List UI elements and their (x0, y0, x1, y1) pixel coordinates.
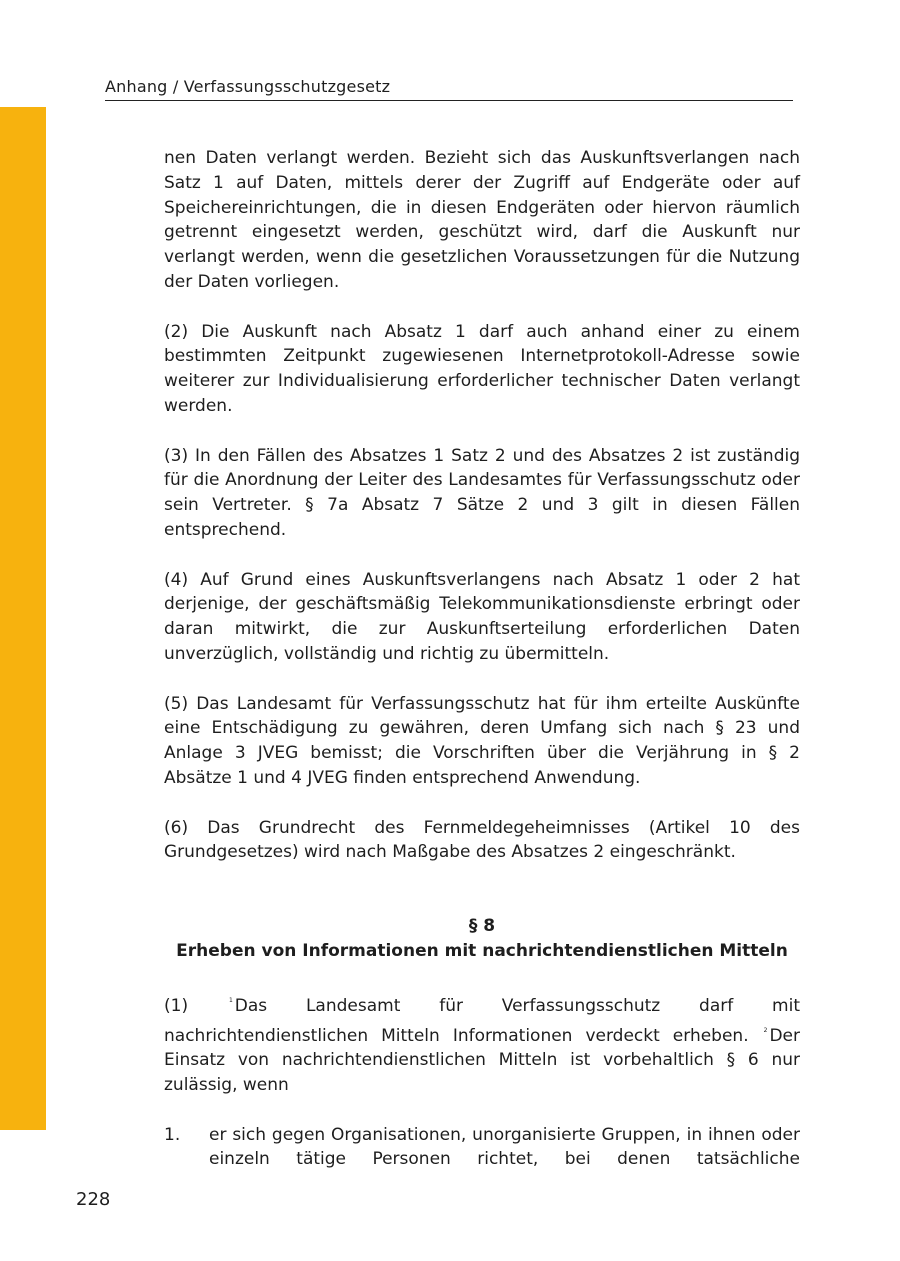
section-title: Erheben von Informationen mit nachrichtendienstlichen Mitteln (176, 940, 788, 961)
paragraph-abs-2: (2) Die Auskunft nach Absatz 1 darf auch anhand einer zu einem bestimmten Zeitpunkt zugewiesenen Internetprotokoll-Adresse sowie weiterer zur Individualisierung erforderlicher technischer Daten verlangt werden. (164, 321, 800, 416)
page-number: 228 (76, 1189, 111, 1210)
section-number: § 8 (468, 916, 496, 937)
page-body (164, 146, 800, 1172)
sentence-number-2: 2 (763, 1026, 768, 1034)
paragraph-continuation: nen Daten verlangt werden. Bezieht sich das Auskunftsverlangen nach Satz 1 auf Daten, mittels derer der Zugriff auf Endgeräte oder auf Speichereinrichtungen, die in diesen Endgeräten oder hiervon räumlich getrennt eingesetzt werden, geschützt wird, darf die Auskunft nur verlangt werden, wenn die gesetzlichen Voraussetzungen für die Nutzung der Daten vorliegen. (164, 148, 800, 292)
list-item-text: er sich gegen Organisationen, unorganisierte Gruppen, in ihnen oder einzeln tätige Personen richtet, bei denen tatsächliche (209, 1124, 800, 1170)
sentence-2: Der Einsatz von nachrichtendienstlichen Mitteln ist vorbehaltlich § 6 nur zulässig, wenn (164, 1025, 800, 1096)
section-heading (154, 914, 810, 964)
list-item-number: 1. (164, 1124, 181, 1145)
abs-label: (1) (164, 995, 189, 1016)
sentence-number-1: 1 (228, 996, 233, 1004)
section-paragraph-abs-1 (164, 989, 800, 1098)
paragraph-abs-5: (5) Das Landesamt für Verfassungsschutz hat für ihm erteilte Auskünfte eine Entschädigung zu gewähren, deren Umfang sich nach § 23 und Anlage 3 JVEG bemisst; die Vorschriften über die Verjährung in § 2 Absätze 1 und 4 JVEG finden entsprechend Anwendung. (164, 693, 800, 788)
sentence-1: Das Landesamt für Verfassungsschutz darf mit nachrichtendienstlichen Mitteln Informationen verdeckt erheben. (164, 995, 801, 1046)
yellow-side-bar (0, 107, 46, 1130)
paragraph-abs-3: (3) In den Fällen des Absatzes 1 Satz 2 und des Absatzes 2 ist zuständig für die Anordnung der Leiter des Landesamtes für Verfassungsschutz oder sein Vertreter. § 7a Absatz 7 Sätze 2 und 3 gilt in diesen Fällen entsprechend. (164, 445, 800, 540)
paragraph-abs-4: (4) Auf Grund eines Auskunftsverlangens nach Absatz 1 oder 2 hat derjenige, der geschäftsmäßig Telekommunikationsdienste erbringt oder daran mitwirkt, die zur Auskunftserteilung erforderlichen Daten unverzüglich, vollständig und richtig zu übermitteln. (164, 569, 800, 664)
paragraph-abs-6: (6) Das Grundrecht des Fernmeldegeheimnisses (Artikel 10 des Grundgesetzes) wird nach Maßgabe des Absatzes 2 eingeschränkt. (164, 817, 800, 863)
list-item (164, 1123, 800, 1173)
running-header: Anhang / Verfassungsschutzgesetz (105, 76, 793, 101)
